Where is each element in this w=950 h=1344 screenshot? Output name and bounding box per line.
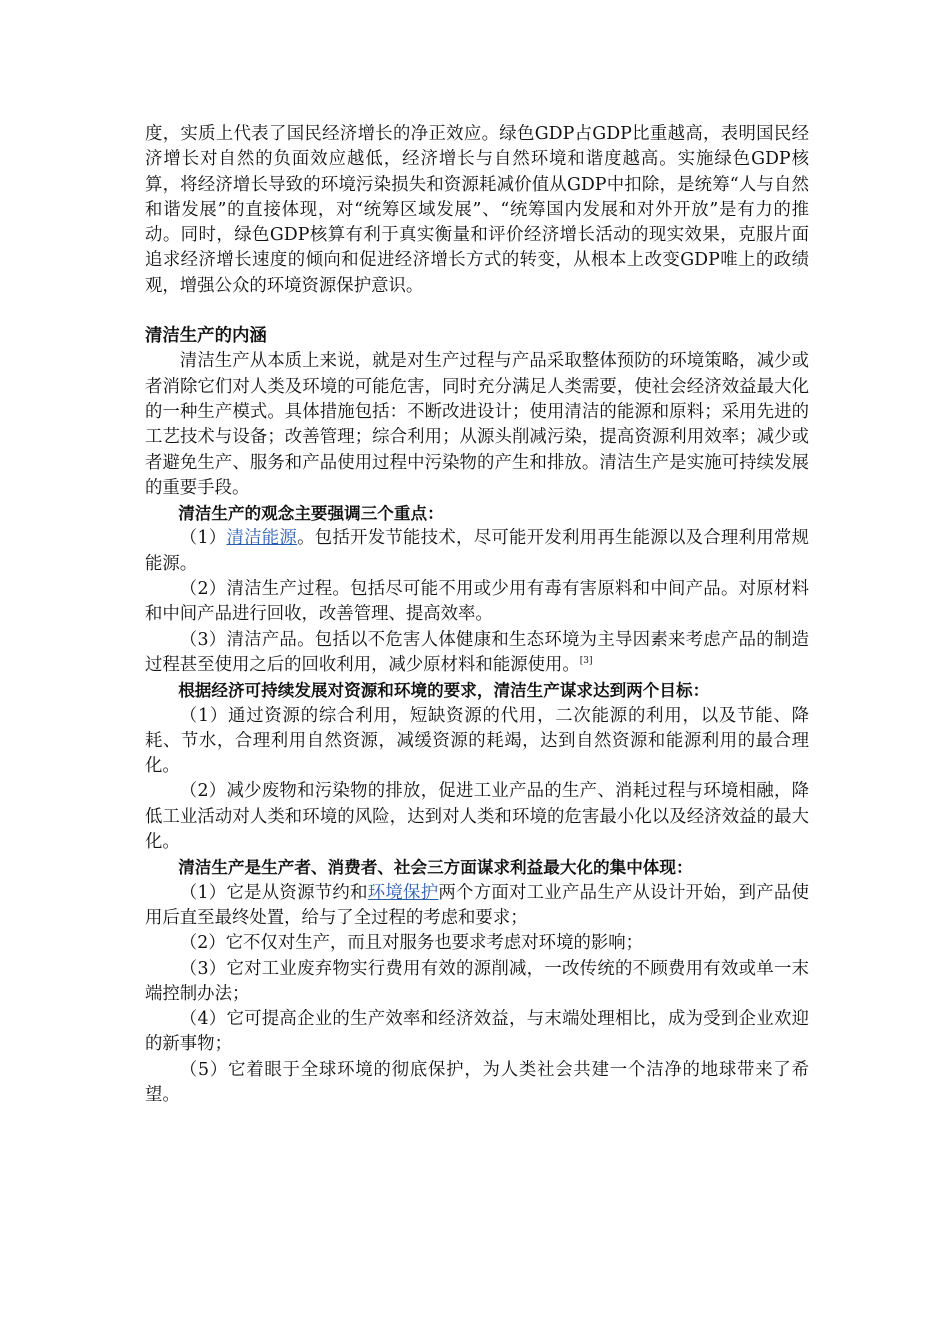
section-heading: 清洁生产的内涵 [145,326,267,347]
benefit-item-3: （3）它对工业废弃物实行费用有效的源削减，一改传统的不顾费用有效或单一末端控制办法； [145,958,809,1004]
concept-item-3-text: （3）清洁产品。包括以不危害人体健康和生态环境为主导因素来考虑产品的制造过程甚至使用之后的回收利用，减少原材料和能源使用。 [145,629,809,675]
definition-paragraph: 清洁生产从本质上来说，就是对生产过程与产品采取整体预防的环境策略，减少或者消除它们对人类及环境的可能危害，同时充分满足人类需要，使社会经济效益最大化的一种生产模式。具体措施包括：不断改进设计；使用清洁的能源和原料；采用先进的工艺技术与设备；改善管理；综合利用；从源头削减污染，提高资源利用效率；减少或者避免生产、服务和产品使用过程中污染物的产生和排放。清洁生产是实施可持续发展的重要手段。 [145,351,809,498]
concept-item-2: （2）清洁生产过程。包括尽可能不用或少用有毒有害原料和中间产品。对原材料和中间产品进行回收，改善管理、提高效率。 [145,579,809,625]
concept-item-1-text: 。包括开发节能技术，尽可能开发利用再生能源以及合理利用常规能源。 [145,528,809,574]
clean-energy-link[interactable]: 清洁能源 [226,528,298,549]
goal-item-2: （2）减少废物和污染物的排放，促进工业产品的生产、消耗过程与环境相融，降低工业活动对人类和环境的风险，达到对人类和环境的危害最小化以及经济效益的最大化。 [145,781,809,853]
goal-item-1: （1）通过资源的综合利用，短缺资源的代用，二次能源的利用，以及节能、降耗、节水，合理利用自然资源，减缓资源的耗竭，达到自然资源和能源利用的最合理化。 [145,705,809,777]
benefit-item-4: （4）它可提高企业的生产效率和经济效益，与末端处理相比，成为受到企业欢迎的新事物； [145,1009,809,1055]
concept-heading: 清洁生产的观念主要强调三个重点： [178,504,444,524]
concept-item-3 [145,628,809,679]
concept-item-1-number: （1） [179,528,227,549]
benefit-item-5: （5）它着眼于全球环境的彻底保护，为人类社会共建一个洁净的地球带来了希望。 [145,1059,809,1105]
benefit-item-2: （2）它不仅对生产，而且对服务也要求考虑对环境的影响； [179,933,644,954]
environmental-protection-link[interactable]: 环境保护 [367,882,439,903]
document-page [145,122,809,1108]
benefit-item-1-prefix: （1）它是从资源节约和 [179,882,368,903]
concept-item-1 [145,526,809,577]
intro-paragraph: 度，实质上代表了国民经济增长的净正效应。绿色GDP占GDP比重越高，表明国民经济增长对自然的负面效应越低，经济增长与自然环境和谐度越高。实施绿色GDP核算，将经济增长导致的环境污染损失和资源耗减价值从GDP中扣除，是统筹“人与自然和谐发展”的直接体现，对“统筹区域发展”、“统筹国内发展和对外开放”是有力的推动。同时，绿色GDP核算有利于真实衡量和评价经济增长活动的现实效果，克服片面追求经济增长速度的倾向和促进经济增长方式的转变，从根本上改变GDP唯上的政绩观，增强公众的环境资源保护意识。 [145,124,809,296]
benefit-heading: 清洁生产是生产者、消费者、社会三方面谋求利益最大化的集中体现： [178,858,693,878]
goals-heading: 根据经济可持续发展对资源和环境的要求，清洁生产谋求达到两个目标： [178,681,710,701]
section-gap [145,299,809,324]
benefit-item-1 [145,881,809,932]
reference-marker: [3] [579,656,593,667]
benefit-item-1-text: 两个方面对工业产品生产从设计开始，到产品使用后直至最终处置，给与了全过程的考虑和要求； [145,882,809,928]
